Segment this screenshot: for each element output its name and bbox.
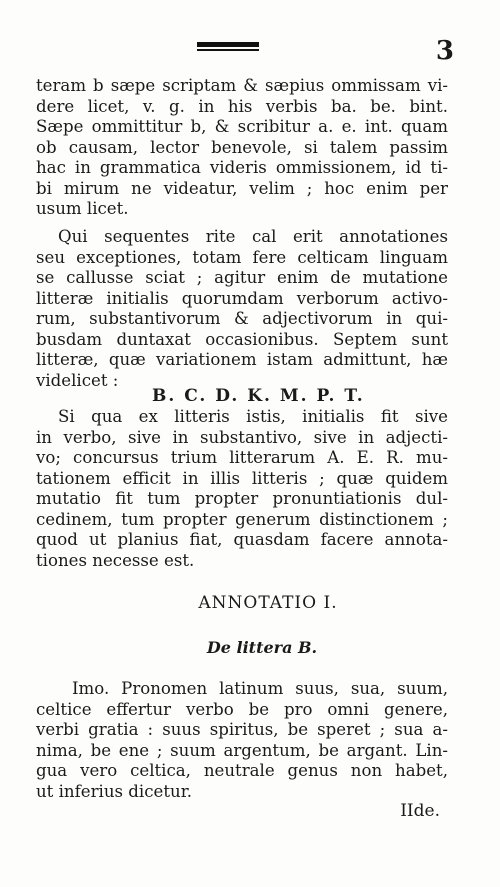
text-line: vo; concursus trium litterarum A. E. R. mu- [36,448,448,467]
annotation-heading [0,595,500,612]
header-rule-thin [197,49,259,51]
text-line: dere licet, v. g. in his verbis ba. be. bint. [36,96,448,116]
paragraph-3 [36,407,448,571]
annotation-heading-text: ANNOTATIO I. [198,593,338,613]
text-line: gua vero celtica, neutrale genus non habet, [36,761,448,780]
paragraph-2 [36,227,448,391]
header-double-rule [197,42,259,53]
text-line: ut inferius dicetur. [36,781,193,801]
paragraph-1 [36,76,448,220]
text-line: usum licet. [36,199,129,218]
page-number: 3 [435,36,454,66]
paragraph-4 [36,679,448,802]
text-line: busdam duntaxat occasionibus. Septem sunt [36,329,448,349]
text-line: rum, substantivorum & adjectivorum in qui- [36,309,448,328]
text-line: Si qua ex litteris istis, initialis fit sive [58,407,448,426]
section-subheading [0,640,500,656]
text-line: bi mirum ne videatur, velim ; hoc enim per [36,178,448,198]
text-line: nima, be ene ; suum argentum, be argant. Lin- [36,740,448,760]
text-line: celtice effertur verbo be pro omni genere, [36,699,448,719]
text-line: ob causam, lector benevole, si talem passim [36,137,448,157]
text-line: videlicet : [36,370,119,390]
text-line: verbi gratia : suus spiritus, be speret ; sua a- [36,720,448,739]
text-line: in verbo, sive in substantivo, sive in adjecti- [36,427,448,447]
text-line: cedinem, tum propter generum distinctionem ; [36,509,448,529]
text-line: se callusse sciat ; agitur enim de mutatione [36,268,448,287]
header-rule-thick [197,42,259,47]
mutable-letters-list: B. C. D. K. M. P. T. [152,386,365,406]
text-line: tationem efficit in illis litteris ; quæ quidem [36,468,448,488]
section-subheading-text: De littera B. [206,638,318,657]
text-line: litteræ, quæ variationem istam admittunt, hæ [36,350,448,369]
text-line: quod ut planius fiat, quasdam facere annota- [36,530,448,549]
text-line: Imo. Pronomen latinum suus, sua, suum, [72,679,448,698]
catchword: IIde. [400,801,440,821]
text-line: seu exceptiones, totam fere celticam linguam [36,247,448,267]
text-line: hac in grammatica videris ommissionem, id ti- [36,158,448,177]
text-line: teram b sæpe scriptam & sæpius ommissam vi- [36,76,448,95]
text-line: tiones necesse est. [36,550,195,570]
text-line: litteræ initialis quorumdam verborum activo- [36,288,448,308]
text-line: mutatio fit tum propter pronuntiationis dul- [36,489,448,508]
text-line: Sæpe ommittitur b, & scribitur a. e. int. quam [36,117,448,136]
text-line: Qui sequentes rite cal erit annotationes [58,227,448,246]
